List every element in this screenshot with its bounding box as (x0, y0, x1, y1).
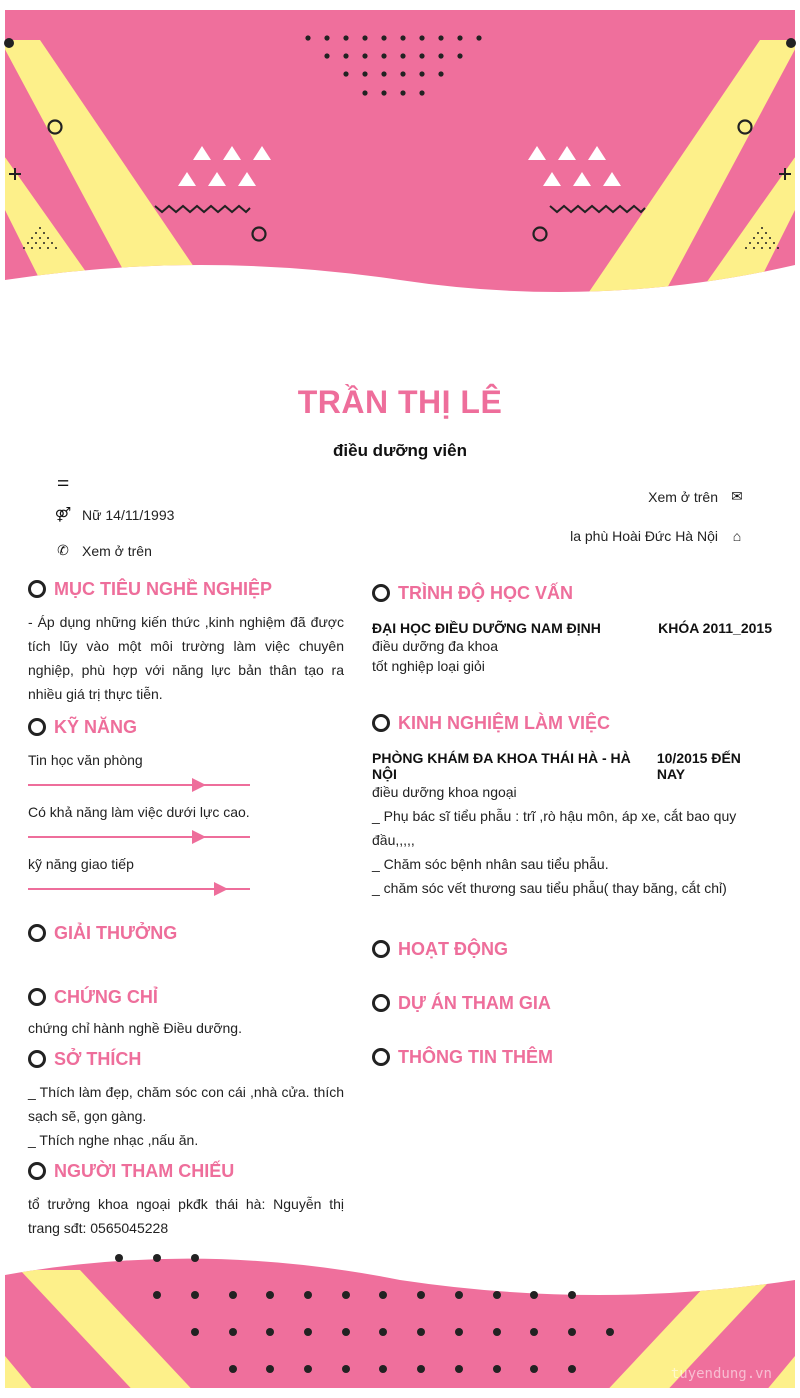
skill-name: Có khả năng làm việc dưới lực cao. (28, 804, 250, 820)
candidate-role: điều dưỡng viên (333, 441, 467, 460)
experience-bullet: _ chăm sóc vết thương sau tiểu phẫu( thay băng, cắt chỉ) (372, 880, 727, 896)
experience-heading: KINH NGHIỆM LÀM VIỆC (372, 710, 772, 736)
watermark: tuyendung.vn (670, 1366, 772, 1382)
extra-info-heading: THÔNG TIN THÊM (372, 1044, 772, 1070)
email-row (648, 488, 746, 505)
objective-text: - Áp dụng những kiến thức ,kinh nghiệm đã được tích lũy vào một môi trường làm việc chuyên nghiệp, phù hợp với năng lực bản thân tạo ra nhiều giá trị thực tiễn. (28, 614, 344, 702)
arrow-icon (214, 882, 228, 896)
skill-level-bar (28, 784, 250, 786)
phone-value: Xem ở trên (82, 542, 152, 559)
section-ring-icon (28, 580, 46, 598)
phone-icon: ✆ (57, 542, 69, 558)
hobbies-heading: SỞ THÍCH (28, 1046, 344, 1072)
email-value: Xem ở trên (648, 488, 718, 505)
experience-period: 10/2015 ĐẾN NAY (656, 750, 741, 782)
section-ring-icon (28, 988, 46, 1006)
skill-level-bar (28, 836, 250, 838)
education-period: KHÓA 2011_2015 (658, 620, 772, 636)
home-icon: ⌂ (732, 528, 742, 544)
birthday-row (54, 473, 82, 490)
address-value: la phù Hoài Đức Hà Nội (570, 528, 718, 544)
school-name: ĐẠI HỌC ĐIỀU DƯỠNG NAM ĐỊNH (372, 620, 601, 636)
education-heading: TRÌNH ĐỘ HỌC VẤN (372, 580, 772, 606)
skill-name: Tin học văn phòng (28, 752, 143, 768)
section-ring-icon (28, 924, 46, 942)
experience-bullet: _ Phụ bác sĩ tiểu phẫu : trĩ ,rò hậu môn, áp xe, cắt bao quy đầu,,,,, (372, 808, 737, 848)
skills-heading: KỸ NĂNG (28, 714, 344, 740)
section-ring-icon (372, 584, 390, 602)
left-column (28, 576, 344, 1240)
references-text: tổ trưởng khoa ngoại pkđk thái hà: Nguyễn thị trang sđt: 0565045228 (28, 1196, 344, 1236)
skill-level-bar (28, 888, 250, 890)
section-ring-icon (372, 940, 390, 958)
envelope-icon: ✉ (731, 488, 743, 504)
phone-row (54, 542, 152, 559)
section-ring-icon (372, 1048, 390, 1066)
projects-heading: DỰ ÁN THAM GIA (372, 990, 772, 1016)
hobby-line: _ Thích làm đẹp, chăm sóc con cái ,nhà cửa. thích sạch sẽ, gọn gàng. (28, 1084, 344, 1124)
activities-heading: HOẠT ĐỘNG (372, 936, 772, 962)
skills-list (28, 752, 344, 890)
company-name: PHÒNG KHÁM ĐA KHOA THÁI HÀ - HÀ NỘI (372, 750, 631, 782)
section-ring-icon (28, 718, 46, 736)
certificates-heading: CHỨNG CHỈ (28, 984, 344, 1010)
section-ring-icon (28, 1050, 46, 1068)
objective-heading: MỤC TIÊU NGHỀ NGHIỆP (28, 576, 344, 602)
right-column (372, 580, 772, 1070)
gender-icon: ⚤ (54, 506, 72, 522)
gender-row (54, 506, 174, 523)
arrow-icon (192, 830, 206, 844)
awards-heading: GIẢI THƯỞNG (28, 920, 344, 946)
experience-bullet: _ Chăm sóc bệnh nhân sau tiểu phẫu. (372, 856, 609, 872)
header-banner (0, 0, 800, 320)
section-ring-icon (372, 714, 390, 732)
birthday-cake-icon: ⚌ (56, 473, 70, 489)
education-major: điều dưỡng đa khoa (372, 638, 498, 654)
section-ring-icon (372, 994, 390, 1012)
education-row (372, 620, 772, 636)
hobby-line: _ Thích nghe nhạc ,nấu ăn. (28, 1132, 199, 1148)
candidate-name: TRẦN THỊ LÊ (297, 384, 503, 420)
education-result: tốt nghiệp loại giỏi (372, 658, 485, 674)
skill-name: kỹ năng giao tiếp (28, 856, 134, 872)
gender-dob-value: Nữ 14/11/1993 (82, 506, 175, 523)
certificates-text: chứng chỉ hành nghề Điều dưỡng. (28, 1020, 242, 1036)
section-ring-icon (28, 1162, 46, 1180)
references-heading: NGƯỜI THAM CHIẾU (28, 1158, 344, 1184)
experience-position: điều dưỡng khoa ngoại (372, 784, 517, 800)
address-row (570, 528, 746, 544)
experience-row (372, 750, 772, 782)
arrow-icon (192, 778, 206, 792)
